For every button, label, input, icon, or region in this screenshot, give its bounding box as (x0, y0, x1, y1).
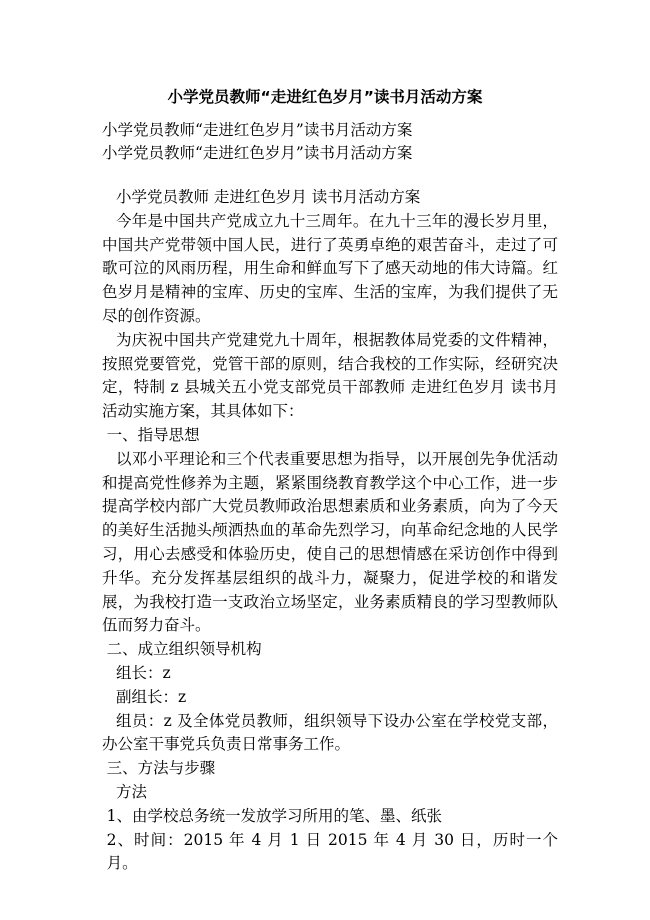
subtitle-line-2: 小学党员教师“走进红色岁月”读书月活动方案 (102, 144, 413, 162)
method-item-1: 1、由学校总务统一发放学习所用的笔、墨、纸张 (106, 806, 443, 825)
guiding-ideology-paragraph: 以邓小平理论和三个代表重要思想为指导，以开展创先争优活动和提高党性修养为主题，紧紧围绕教育教学这个中心工作，进一步提高学校内部广大党员教师政治思想素质和业务素质，向为了今天的美好生活抛头颅洒热血的革命先烈学习，向革命纪念地的人民学习，用心去感受和体验历史，使自己的思想情感在采访创作中得到升华。充分发挥基层组织的战斗力，凝聚力，促进学校的和谐发展，为我校打造一支政治立场坚定，业务素质精良的学习型教师队伍而努力奋斗。 (102, 449, 558, 635)
section-heading-guiding-ideology: 一、指导思想 (106, 425, 200, 444)
document-title: 小学党员教师“走进红色岁月”读书月活动方案 (167, 88, 483, 106)
team-leader-line: 组长：z (115, 663, 171, 682)
method-label: 方法 (115, 782, 147, 801)
members-paragraph: 组员：z 及全体党员教师，组织领导下设办公室在学校党支部，办公室干事党兵负责日常事务工作。 (102, 711, 558, 754)
method-item-2: 2、时间：2015 年 4 月 1 日 2015 年 4 月 30 日，历时一个月。 (106, 830, 558, 873)
subtitle-line-1: 小学党员教师“走进红色岁月”读书月活动方案 (102, 121, 413, 139)
deputy-leader-line: 副组长：z (115, 687, 187, 706)
document-body (102, 186, 558, 876)
section-heading-methods: 三、方法与步骤 (106, 759, 216, 778)
section-heading-organization: 二、成立组织领导机构 (106, 640, 262, 659)
purpose-paragraph: 为庆祝中国共产党建党九十周年，根据教体局党委的文件精神，按照党要管党，党管干部的原则，结合我校的工作实际，经研究决定，特制 z 县城关五小党支部党员干部教师 走进红色岁月 读书月活动实施方案，其具体如下： (102, 330, 558, 421)
body-heading-line: 小学党员教师 走进红色岁月 读书月活动方案 (115, 188, 421, 206)
intro-paragraph: 今年是中国共产党成立九十三周年。在九十三年的漫长岁月里，中国共产党带领中国人民，进行了英勇卓绝的艰苦奋斗，走过了可歌可泣的风雨历程，用生命和鲜血写下了感天动地的伟大诗篇。红色岁月是精神的宝库、历史的宝库、生活的宝库，为我们提供了无尽的创作资源。 (102, 211, 558, 325)
